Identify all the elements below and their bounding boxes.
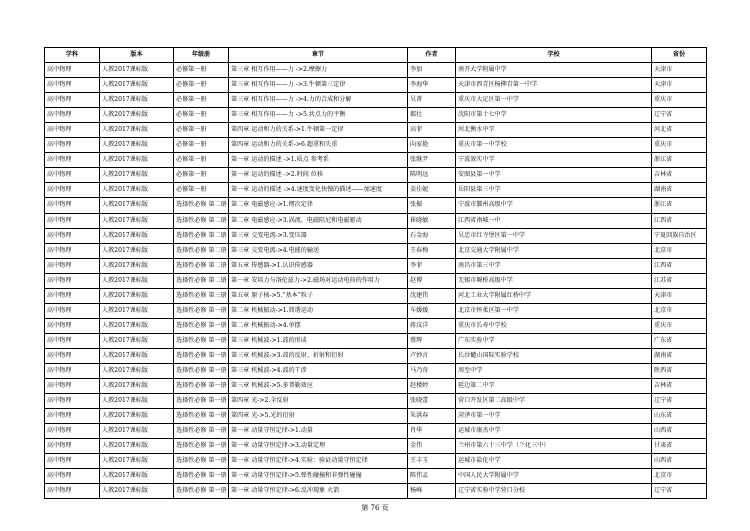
cell-chapter: 第四章 光->5.光的衍射 [229,409,408,424]
cell-grade: 必修第一册 [174,63,229,78]
cell-school: 无锡市堰桥高级中学 [456,273,652,288]
cell-province: 浙江省 [652,198,707,213]
cell-chapter: 第一章 动量守恒定律->1.动量 [229,424,408,439]
cell-province: 山西省 [652,424,707,439]
table-row [45,439,707,454]
cell-grade: 选择性必修 第一册 [174,439,229,454]
cell-province: 浙江省 [652,153,707,168]
cell-version: 人教2017课标版 [100,123,174,138]
table-row [45,153,707,168]
cell-province: 湖南省 [652,183,707,198]
cell-chapter: 第三章 相互作用——力 ->2.摩擦力 [229,63,408,78]
cell-author: 张晓蕾 [408,394,456,409]
cell-grade: 选择性必修 第二册 [174,213,229,228]
cell-grade: 选择性必修 第三册 [174,288,229,303]
cell-subject: 高中物理 [45,439,100,454]
cell-province: 湖南省 [652,348,707,363]
cell-grade: 选择性必修 第一册 [174,363,229,378]
header-author: 作者 [408,48,456,63]
cell-chapter: 第一章 动量守恒定律->6.反冲现象 火箭 [229,484,408,499]
cell-subject: 高中物理 [45,288,100,303]
cell-chapter: 第一章 运动的描述 ->2.时间 位移 [229,168,408,183]
cell-grade: 选择性必修 第二册 [174,198,229,213]
cell-subject: 高中物理 [45,258,100,273]
cell-school: 北京交通大学附属中学 [456,243,652,258]
cell-subject: 高中物理 [45,303,100,318]
cell-version: 人教2017课标版 [100,469,174,484]
table-row [45,484,707,499]
cell-version: 人教2017课标版 [100,273,174,288]
cell-author: 车媛媛 [408,303,456,318]
cell-school: 广东实验中学 [456,333,652,348]
header-grade: 年级册 [174,48,229,63]
cell-province: 辽宁省 [652,108,707,123]
cell-author: 卢妙言 [408,348,456,363]
table-row [45,108,707,123]
page-number: 第 76 页 [361,504,389,512]
cell-chapter: 第三章 交变电流->4.电能的输送 [229,243,408,258]
cell-school: 运城市康杰中学 [456,424,652,439]
table-header-row [45,48,707,63]
cell-grade: 选择性必修 第二册 [174,228,229,243]
cell-school: 延边第二中学 [456,379,652,394]
cell-version: 人教2017课标版 [100,439,174,454]
cell-school: 重庆市大足区第一中学 [456,93,652,108]
cell-school: 北京市怀柔区第一中学 [456,303,652,318]
header-version: 版本 [100,48,174,63]
cell-grade: 选择性必修 第一册 [174,303,229,318]
cell-version: 人教2017课标版 [100,409,174,424]
cell-author: 张继尹 [408,153,456,168]
cell-chapter: 第三章 机械波->4.波的干涉 [229,363,408,378]
cell-chapter: 第三章 机械波->1.波的形成 [229,333,408,348]
cell-author: 王春梅 [408,243,456,258]
cell-chapter: 第一章 动量守恒定律->4.实验：验证动量守恒定律 [229,454,408,469]
cell-version: 人教2017课标版 [100,424,174,439]
table-row [45,288,707,303]
cell-school: 运城市盐化中学 [456,454,652,469]
cell-subject: 高中物理 [45,93,100,108]
cell-school: 宁波市鄞州高级中学 [456,198,652,213]
cell-school: 南开大学附属中学 [456,63,652,78]
table-row [45,228,707,243]
cell-chapter: 第四章 运动和力的关系->1.牛顿第一定律 [229,123,408,138]
cell-author: 王丰玉 [408,454,456,469]
cell-province: 天津市 [652,63,707,78]
cell-grade: 选择性必修 第一册 [174,333,229,348]
cell-author: 崔晓敏 [408,213,456,228]
cell-province: 重庆市 [652,93,707,108]
cell-author: 郡壮 [408,108,456,123]
table-row [45,258,707,273]
cell-chapter: 第一章 运动的描述 ->4.速度变化快慢的描述——加速度 [229,183,408,198]
table-row [45,454,707,469]
cell-version: 人教2017课标版 [100,213,174,228]
cell-author: 蒋汶洋 [408,318,456,333]
cell-chapter: 第五章 原子核->5.“基本”粒子 [229,288,408,303]
header-chapter: 章节 [229,48,408,63]
cell-subject: 高中物理 [45,153,100,168]
cell-province: 甘肃省 [652,439,707,454]
cell-author: 李海华 [408,78,456,93]
cell-school: 长沙麓山国际实验学校 [456,348,652,363]
cell-subject: 高中物理 [45,198,100,213]
cell-author: 石金海 [408,228,456,243]
cell-chapter: 第二章 机械振动->4.单摆 [229,318,408,333]
cell-version: 人教2017课标版 [100,138,174,153]
cell-version: 人教2017课标版 [100,78,174,93]
cell-grade: 选择性必修 第一册 [174,454,229,469]
cell-chapter: 第一章 动量守恒定律->3.动量定理 [229,439,408,454]
table-row [45,363,707,378]
cell-version: 人教2017课标版 [100,63,174,78]
cell-subject: 高中物理 [45,168,100,183]
table-row [45,409,707,424]
cell-school: 辽宁省实验中学营口分校 [456,484,652,499]
header-school: 学校 [456,48,652,63]
cell-subject: 高中物理 [45,363,100,378]
cell-chapter: 第三章 机械波->3.波的反射、折射和衍射 [229,348,408,363]
cell-grade: 选择性必修 第二册 [174,258,229,273]
cell-subject: 高中物理 [45,348,100,363]
cell-grade: 选择性必修 第一册 [174,484,229,499]
table-row [45,93,707,108]
table-row [45,333,707,348]
cell-subject: 高中物理 [45,484,100,499]
cell-province: 北京市 [652,469,707,484]
table-row [45,123,707,138]
document-page [44,47,706,499]
cell-subject: 高中物理 [45,318,100,333]
table-row [45,469,707,484]
cell-version: 人教2017课标版 [100,168,174,183]
table-body [45,63,707,499]
cell-version: 人教2017课标版 [100,258,174,273]
cell-subject: 高中物理 [45,469,100,484]
cell-grade: 选择性必修 第二册 [174,273,229,288]
cell-grade: 必修第一册 [174,123,229,138]
cell-grade: 选择性必修 第一册 [174,409,229,424]
cell-chapter: 第二章 机械振动->1.简谐运动 [229,303,408,318]
cell-author: 赵楼婷 [408,379,456,394]
table-row [45,183,707,198]
cell-version: 人教2017课标版 [100,333,174,348]
course-table [44,47,707,499]
cell-grade: 选择性必修 第一册 [174,394,229,409]
cell-school: 宁波效实中学 [456,153,652,168]
cell-version: 人教2017课标版 [100,93,174,108]
cell-version: 人教2017课标版 [100,228,174,243]
cell-subject: 高中物理 [45,394,100,409]
cell-author: 向家艳 [408,138,456,153]
cell-subject: 高中物理 [45,78,100,93]
cell-province: 重庆市 [652,138,707,153]
cell-version: 人教2017课标版 [100,379,174,394]
cell-subject: 高中物理 [45,108,100,123]
cell-author: 陈伟孟 [408,469,456,484]
cell-author: 李菲 [408,258,456,273]
cell-subject: 高中物理 [45,424,100,439]
cell-school: 重庆市长寿中学校 [456,318,652,333]
cell-province: 山西省 [652,454,707,469]
cell-school: 天津市西青区杨柳青第一中学 [456,78,652,93]
cell-province: 江西省 [652,258,707,273]
cell-grade: 必修第一册 [174,93,229,108]
cell-author: 李加 [408,63,456,78]
cell-province: 重庆市 [652,318,707,333]
cell-author: 肖华 [408,424,456,439]
cell-chapter: 第三章 交变电流->3.变压器 [229,228,408,243]
cell-school: 沈阳市第十七中学 [456,108,652,123]
cell-author: 杨峰 [408,484,456,499]
cell-author: 姜佳妮 [408,183,456,198]
table-row [45,303,707,318]
table-row [45,424,707,439]
cell-version: 人教2017课标版 [100,288,174,303]
cell-school: 中国人民大学附属中学 [456,469,652,484]
cell-subject: 高中物理 [45,273,100,288]
cell-subject: 高中物理 [45,409,100,424]
cell-chapter: 第一章 运动的描述 ->1.质点 参考系 [229,153,408,168]
cell-author: 陈明远 [408,168,456,183]
cell-chapter: 第二章 电磁感应->1.楞次定律 [229,198,408,213]
cell-school: 兰州市第六十三中学（兰化三中） [456,439,652,454]
cell-version: 人教2017课标版 [100,183,174,198]
cell-chapter: 第三章 相互作用——力 ->5.共点力的平衡 [229,108,408,123]
cell-chapter: 第四章 运动和力的关系->6.超重和失重 [229,138,408,153]
cell-version: 人教2017课标版 [100,243,174,258]
cell-chapter: 第三章 相互作用——力 ->3.牛顿第三定律 [229,78,408,93]
cell-province: 北京市 [652,303,707,318]
cell-grade: 选择性必修 第一册 [174,424,229,439]
table-row [45,138,707,153]
cell-province: 广东省 [652,333,707,348]
cell-version: 人教2017课标版 [100,484,174,499]
cell-province: 江苏省 [652,273,707,288]
cell-subject: 高中物理 [45,123,100,138]
cell-author: 张振 [408,198,456,213]
cell-grade: 选择性必修 第一册 [174,469,229,484]
table-row [45,318,707,333]
cell-school: 营口开发区第二高级中学 [456,394,652,409]
cell-grade: 必修第一册 [174,153,229,168]
cell-author: 朱洪春 [408,409,456,424]
cell-province: 河北省 [652,123,707,138]
cell-subject: 高中物理 [45,333,100,348]
cell-province: 北京市 [652,243,707,258]
table-row [45,168,707,183]
cell-chapter: 第三章 相互作用——力 ->4.力的合成和分解 [229,93,408,108]
cell-school: 重庆市第一中学校 [456,138,652,153]
cell-province: 天津市 [652,288,707,303]
cell-subject: 高中物理 [45,243,100,258]
cell-school: 周至中学 [456,363,652,378]
cell-province: 辽宁省 [652,484,707,499]
cell-subject: 高中物理 [45,454,100,469]
cell-chapter: 第二章 电磁感应->3.涡流、电磁阻尼和电磁驱动 [229,213,408,228]
cell-subject: 高中物理 [45,138,100,153]
cell-subject: 高中物理 [45,183,100,198]
cell-province: 江西省 [652,213,707,228]
cell-author: 马乃奇 [408,363,456,378]
table-row [45,243,707,258]
cell-subject: 高中物理 [45,228,100,243]
cell-chapter: 第三章 机械波->5.多普勒效应 [229,379,408,394]
cell-version: 人教2017课标版 [100,348,174,363]
table-row [45,379,707,394]
cell-school: 江西省南城一中 [456,213,652,228]
cell-province: 吉林省 [652,168,707,183]
cell-author: 高菲 [408,123,456,138]
cell-version: 人教2017课标版 [100,394,174,409]
cell-version: 人教2017课标版 [100,198,174,213]
cell-grade: 必修第一册 [174,168,229,183]
cell-grade: 选择性必修 第一册 [174,318,229,333]
cell-subject: 高中物理 [45,63,100,78]
table-row [45,348,707,363]
cell-school: 安图县第一中学 [456,168,652,183]
cell-chapter: 第五章 传感器->1.认识传感器 [229,258,408,273]
cell-grade: 必修第一册 [174,108,229,123]
cell-grade: 必修第一册 [174,78,229,93]
table-row [45,198,707,213]
cell-author: 沈建伟 [408,288,456,303]
cell-grade: 选择性必修 第一册 [174,379,229,394]
cell-version: 人教2017课标版 [100,318,174,333]
cell-school: 河北衡水中学 [456,123,652,138]
cell-province: 辽宁省 [652,394,707,409]
cell-province: 吉林省 [652,379,707,394]
cell-province: 山东省 [652,409,707,424]
cell-chapter: 第四章 光->2.全反射 [229,394,408,409]
cell-author: 金伟 [408,439,456,454]
cell-province: 陕西省 [652,363,707,378]
cell-chapter: 第一章 安培力与洛伦兹力->2.磁场对运动电荷的作用力 [229,273,408,288]
table-row [45,78,707,93]
cell-school: 河北工业大学附属红桥中学 [456,288,652,303]
cell-subject: 高中物理 [45,213,100,228]
cell-author: 蔡辉 [408,333,456,348]
cell-version: 人教2017课标版 [100,363,174,378]
cell-subject: 高中物理 [45,379,100,394]
cell-grade: 选择性必修 第一册 [174,348,229,363]
cell-version: 人教2017课标版 [100,454,174,469]
cell-school: 吴忠市红寺堡区第一中学 [456,228,652,243]
table-row [45,394,707,409]
cell-province: 宁夏回族自治区 [652,228,707,243]
cell-province: 天津市 [652,78,707,93]
cell-author: 赵博 [408,273,456,288]
cell-author: 吴菁 [408,93,456,108]
table-row [45,63,707,78]
table-row [45,213,707,228]
cell-school: 南昌市第三中学 [456,258,652,273]
header-province: 省份 [652,48,707,63]
cell-version: 人教2017课标版 [100,153,174,168]
cell-version: 人教2017课标版 [100,108,174,123]
cell-school: 岳阳县第三中学 [456,183,652,198]
cell-school: 菏泽市第一中学 [456,409,652,424]
cell-chapter: 第一章 动量守恒定律->5.弹性碰撞和非弹性碰撞 [229,469,408,484]
table-row [45,273,707,288]
cell-grade: 必修第一册 [174,183,229,198]
cell-grade: 必修第一册 [174,138,229,153]
cell-grade: 选择性必修 第二册 [174,243,229,258]
cell-version: 人教2017课标版 [100,303,174,318]
header-subject: 学科 [45,48,100,63]
